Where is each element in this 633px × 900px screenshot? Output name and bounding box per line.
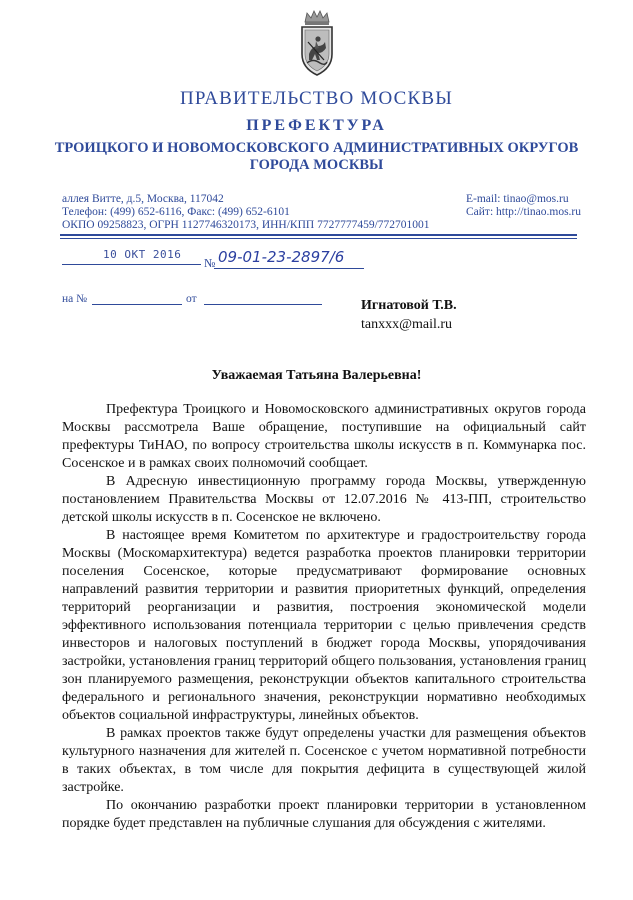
letter-paragraph: В Адресную инвестиционную программу города Москвы, утвержденную постановлением Правительства Москвы от 12.07.2016 № 413-ПП, строительство детской школы искусств в п. Сосенское не включено. <box>62 474 586 525</box>
letter-body <box>62 401 586 833</box>
registration-number-line <box>214 268 364 269</box>
letter-paragraph: В настоящее время Комитетом по архитектуре и градостроительству города Москвы (Москомархитектура) ведется разработка проектов планировки территории поселения Сосенское, которые предусматривают формирование основных направлений развития территории и развития приоритетных функций, определения территорий реорганизации и развития, построения экономической модели эффективного использования потенциала территории с целью привлечения средств инвесторов и налоговых поступлений в бюджет города Москвы, упорядочивания застройки, установления границ территорий общего пользования, установления границ зон планируемого размещения, реконструкции объектов капитального строительства федерального и регионального значения, реконструкции нормативно необходимых объектов социальной инфраструктуры, линейных объектов. <box>62 528 586 723</box>
registration-number-label: № <box>204 256 216 270</box>
recipient-block <box>361 296 457 334</box>
registration-date-stamp: 10 ОКТ 2016 <box>103 248 182 261</box>
reference-date-line <box>204 304 322 305</box>
header-divider-bottom <box>60 238 577 239</box>
registration-codes-text: ОКПО 09258823, ОГРН 1127746320173, ИНН/КПП 7727777459/772701001 <box>62 219 430 231</box>
government-title: ПРАВИТЕЛЬСТВО МОСКВЫ <box>179 88 454 109</box>
letter-paragraph: В рамках проектов также будут определены участки для размещения объектов культурного назначения для жителей п. Сосенское с учетом нормативной потребности в таких объектах, в том числе для покрытия дефицита в существующей жилой застройке. <box>62 726 586 795</box>
recipient-name: Игнатовой Т.В. <box>361 298 457 313</box>
registration-date-line <box>62 264 201 265</box>
letter-paragraph: По окончанию разработки проект планировки территории в установленном порядке будет представлен на публичные слушания для обсуждения с жителями. <box>62 798 586 831</box>
prefecture-title: ПРЕФЕКТУРА <box>246 117 387 134</box>
letter-paragraph: Префектура Троицкого и Новомосковского административных округов города Москвы рассмотрела Ваше обращение, поступившие на официальный сайт префектуры ТиНАО, по вопросу строительства школы искусств в п. Коммунарка пос. Сосенское и в рамках своих полномочий сообщает. <box>62 402 586 471</box>
address-text: аллея Витте, д.5, Москва, 117042 <box>62 193 224 205</box>
districts-line-2: ГОРОДА МОСКВЫ <box>249 157 384 173</box>
districts-title <box>0 140 633 174</box>
email-text: E-mail: tinao@mos.ru <box>466 193 569 205</box>
moscow-coat-of-arms-icon <box>296 8 338 80</box>
header-divider-top <box>60 234 577 236</box>
online-contacts <box>466 193 581 219</box>
reference-date-label: от <box>186 293 197 305</box>
contact-details <box>62 193 430 232</box>
website-text: Сайт: http://tinao.mos.ru <box>466 206 581 218</box>
reference-number-line <box>92 304 182 305</box>
recipient-email: tanxxx@mail.ru <box>361 317 453 332</box>
districts-line-1: ТРОИЦКОГО И НОВОМОСКОВСКОГО АДМИНИСТРАТИВНЫХ ОКРУГОВ <box>54 140 579 156</box>
reference-number-label: на № <box>62 293 88 305</box>
salutation: Уважаемая Татьяна Валерьевна! <box>211 368 422 383</box>
phone-fax-text: Телефон: (499) 652-6116, Факс: (499) 652-6101 <box>62 206 290 218</box>
registration-number-handwritten: 09-01-23-2897/6 <box>218 248 345 266</box>
